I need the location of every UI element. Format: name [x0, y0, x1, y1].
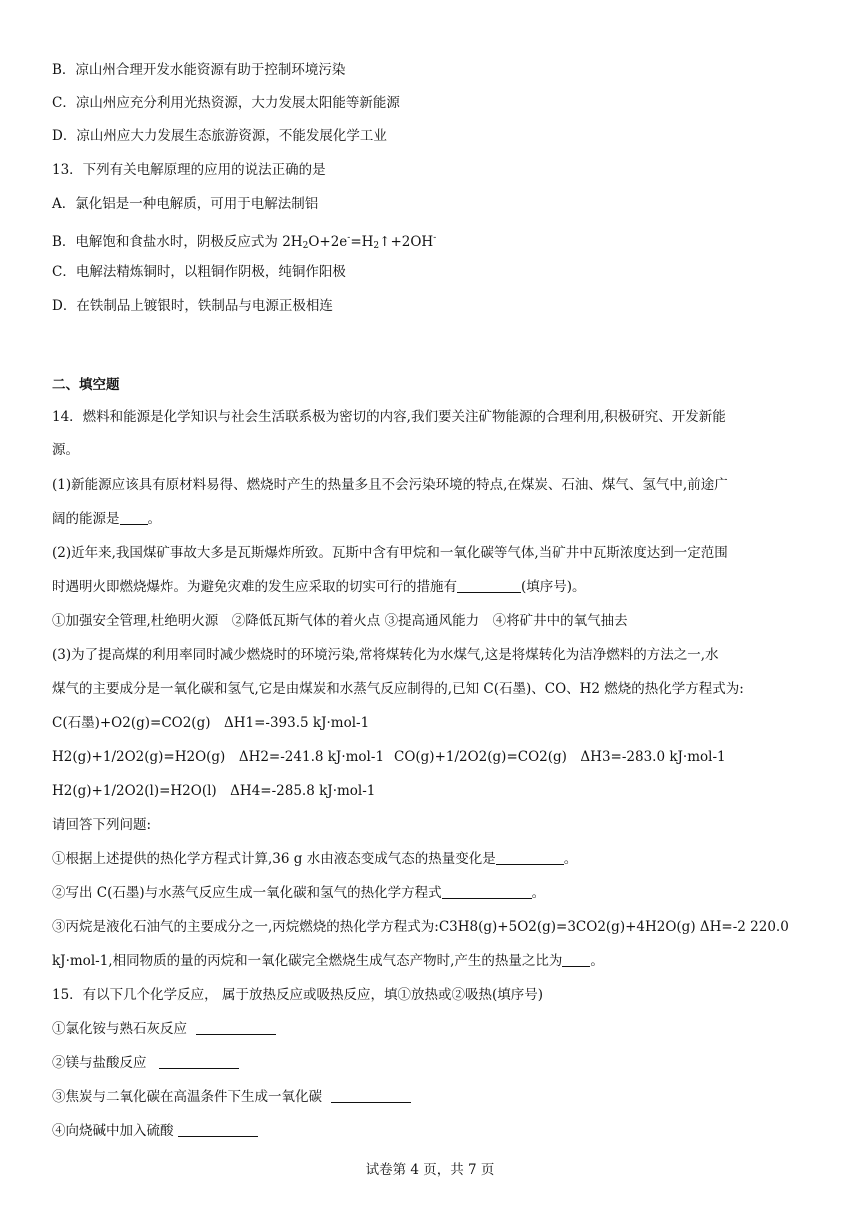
q13-b-text: B．电解饱和食盐水时，阴极反应式为 2H — [52, 234, 303, 250]
answer-blank[interactable] — [457, 578, 521, 593]
q13-b-text: =H — [350, 234, 374, 250]
q14-part1-line1: (1)新能源应该具有原材料易得、燃烧时产生的热量多且不会污染环境的特点,在煤炭、石油、煤气、氢气中,前途广 — [52, 477, 728, 493]
q15-item-2 — [52, 1053, 239, 1073]
q15-item-text: ②镁与盐酸反应 — [52, 1055, 147, 1071]
q13-b-sup: - — [347, 233, 351, 243]
q14-part2-line2 — [52, 577, 586, 597]
q14-sub1 — [52, 849, 577, 869]
q13-b-sub: 2 — [373, 241, 380, 251]
q13-b-text: O+2e — [308, 234, 348, 250]
q14-sub1-text: ①根据上述提供的热化学方程式计算,36 g 水由液态变成气态的热量变化是 — [52, 851, 496, 867]
q13-option-b — [52, 228, 436, 256]
q14-equation-2: H2(g)+1/2O2(g)=H2O(g) ΔH2=-241.8 kJ·mol-1 — [52, 749, 385, 765]
q14-part3-line2: 煤气的主要成分是一氧化碳和氢气,它是由煤炭和水蒸气反应制得的,已知 C(石墨)、CO、H2 燃烧的热化学方程式为: — [52, 681, 744, 697]
q15-item-text: ①氯化铵与熟石灰反应 — [52, 1021, 187, 1037]
q13-stem: 13．下列有关电解原理的应用的说法正确的是 — [52, 162, 326, 178]
q14-part2-line1: (2)近年来,我国煤矿事故大多是瓦斯爆炸所致。瓦斯中含有甲烷和一氧化碳等气体,当矿井中瓦斯浓度达到一定范围 — [52, 545, 728, 561]
q14-sub2 — [52, 883, 545, 903]
q15-item-text: ④向烧碱中加入硫酸 — [52, 1123, 174, 1139]
q14-part1-line2 — [52, 509, 161, 529]
q14-sub1-end: 。 — [563, 851, 578, 867]
q12-option-d: D．凉山州应大力发展生态旅游资源，不能发展化学工业 — [52, 128, 387, 144]
q14-ask: 请回答下列问题: — [52, 817, 152, 833]
q12-option-b: B．凉山州合理开发水能资源有助于控制环境污染 — [52, 62, 346, 78]
q14-part2-text: 时遇明火即燃烧爆炸。为避免灾难的发生应采取的切实可行的措施有 — [52, 579, 457, 595]
q13-option-a: A．氯化铝是一种电解质，可用于电解法制铝 — [52, 196, 319, 212]
q14-part1-text: 阔的能源是 — [52, 511, 120, 527]
q14-stem-line1: 14．燃料和能源是化学知识与社会生活联系极为密切的内容,我们要关注矿物能源的合理利用,积极研究、开发新能 — [52, 409, 726, 425]
q14-part3-line1: (3)为了提高煤的利用率同时减少燃烧时的环境污染,常将煤转化为水煤气,这是将煤转化为洁净燃料的方法之一,水 — [52, 647, 719, 663]
answer-blank[interactable] — [496, 850, 564, 865]
q14-equation-3: CO(g)+1/2O2(g)=CO2(g) ΔH3=-283.0 kJ·mol-1 — [394, 749, 726, 765]
q13-option-d: D．在铁制品上镀银时，铁制品与电源正极相连 — [52, 298, 333, 314]
q14-equation-1: C(石墨)+O2(g)=CO2(g) ΔH1=-393.5 kJ·mol-1 — [52, 715, 370, 731]
answer-blank[interactable] — [178, 1122, 258, 1137]
answer-blank[interactable] — [562, 952, 590, 967]
answer-blank[interactable] — [442, 884, 532, 899]
q14-part1-end: 。 — [147, 511, 161, 527]
q14-sub3-line1: ③丙烷是液化石油气的主要成分之一,丙烷燃烧的热化学方程式为:C3H8(g)+5O2(g)=3CO2(g)+4H2O(g) ΔH=-2 220.0 — [52, 919, 789, 935]
q15-item-3 — [52, 1087, 411, 1107]
q13-b-text: ↑+2OH — [379, 234, 434, 250]
q13-option-c: C．电解法精炼铜时，以粗铜作阴极，纯铜作阳极 — [52, 264, 346, 280]
page-footer: 试卷第 4 页，共 7 页 — [365, 1162, 495, 1178]
answer-blank[interactable] — [331, 1088, 411, 1103]
q14-part2-end: (填序号)。 — [521, 579, 586, 595]
q13-b-sup: - — [433, 233, 437, 243]
q14-sub3-line2 — [52, 951, 604, 971]
q15-item-text: ③焦炭与二氧化碳在高温条件下生成一氧化碳 — [52, 1089, 322, 1105]
q13-b-sub: 2 — [302, 241, 309, 251]
q14-stem-line2: 源。 — [52, 442, 79, 458]
q15-item-4 — [52, 1121, 258, 1141]
q15-item-1 — [52, 1019, 276, 1039]
q12-option-c: C．凉山州应充分利用光热资源，大力发展太阳能等新能源 — [52, 95, 400, 111]
q14-sub2-text: ②写出 C(石墨)与水蒸气反应生成一氧化碳和氢气的热化学方程式 — [52, 885, 442, 901]
section-heading: 二、填空题 — [52, 377, 120, 393]
answer-blank[interactable] — [159, 1054, 239, 1069]
q14-sub3-text: kJ·mol-1,相同物质的量的丙烷和一氧化碳完全燃烧生成气态产物时,产生的热量之比为 — [52, 953, 563, 969]
answer-blank[interactable] — [120, 510, 148, 525]
q14-sub3-end: 。 — [590, 953, 604, 969]
q15-stem: 15．有以下几个化学反应， 属于放热反应或吸热反应，填①放热或②吸热(填序号) — [52, 987, 544, 1003]
q14-sub2-end: 。 — [531, 885, 546, 901]
q14-equation-4: H2(g)+1/2O2(l)=H2O(l) ΔH4=-285.8 kJ·mol-1 — [52, 783, 376, 799]
q14-options: ①加强安全管理,杜绝明火源 ②降低瓦斯气体的着火点 ③提高通风能力 ④将矿井中的氧气抽去 — [52, 613, 628, 629]
answer-blank[interactable] — [196, 1020, 276, 1035]
